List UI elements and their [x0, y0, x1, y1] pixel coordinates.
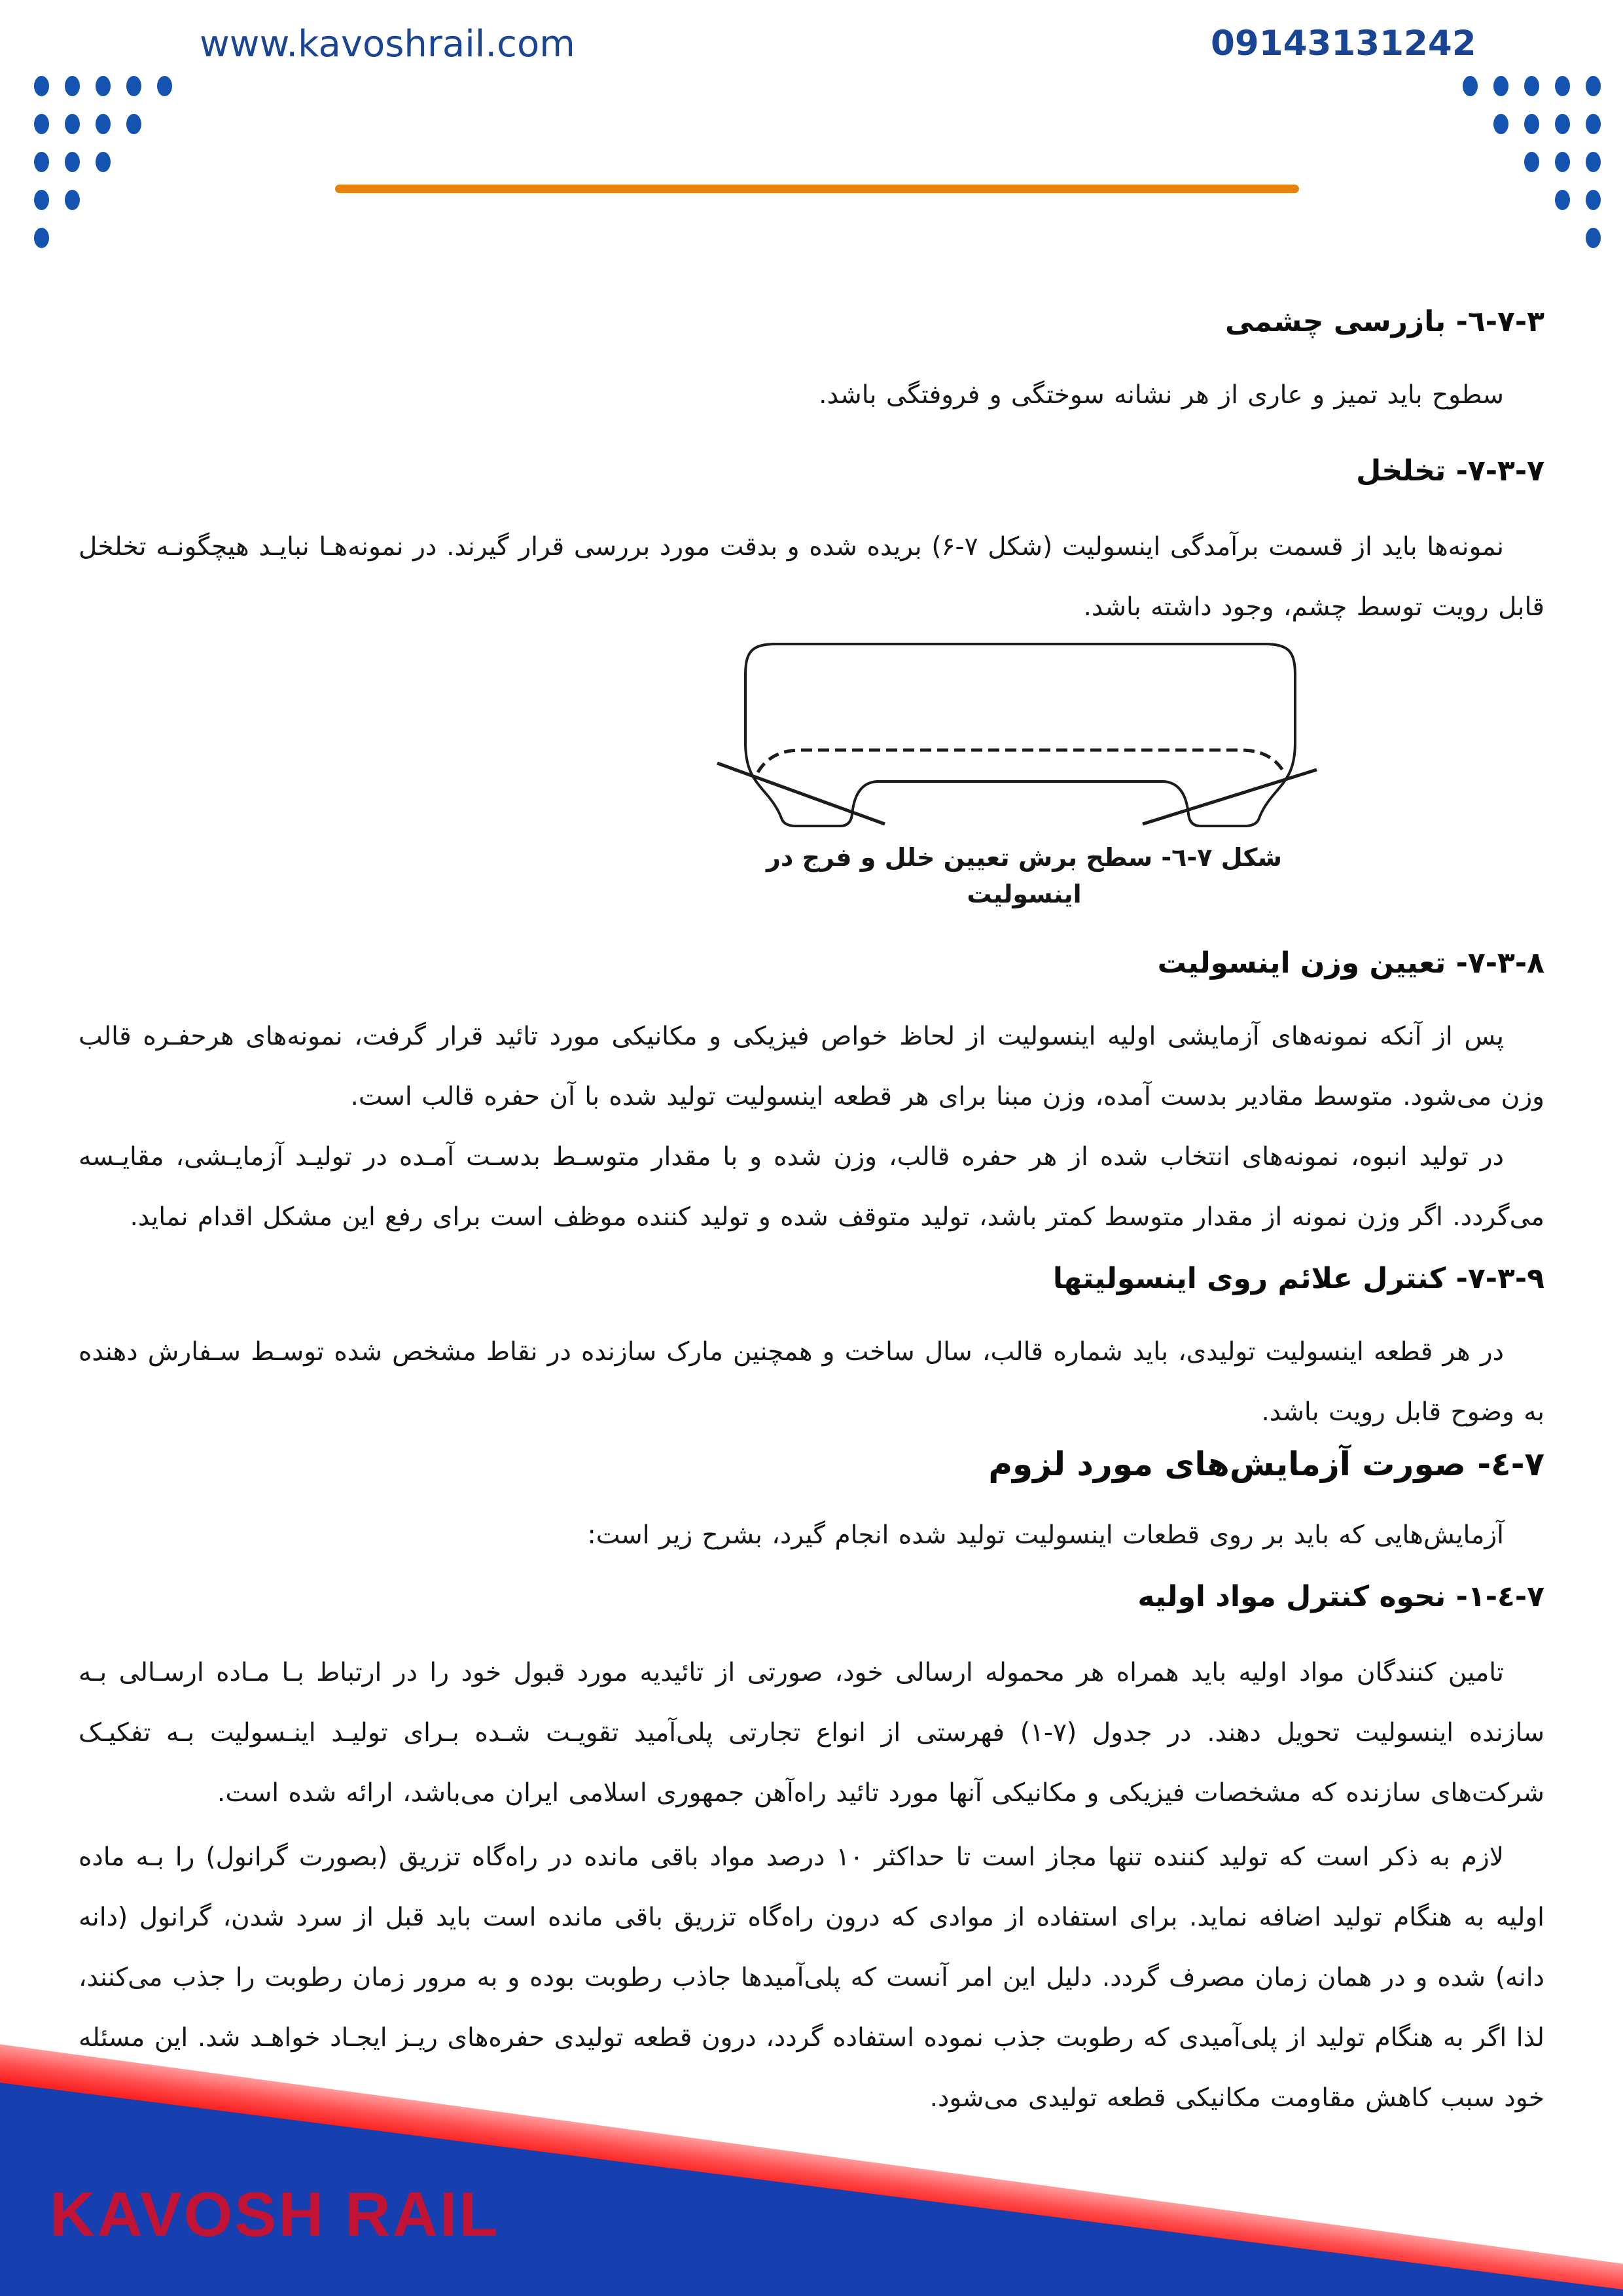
- dot: [96, 76, 111, 96]
- dot: [96, 152, 111, 172]
- figure-7-6: [713, 637, 1335, 912]
- dot-row: [1463, 76, 1601, 96]
- dot: [1586, 228, 1601, 248]
- dot: [1555, 114, 1570, 134]
- dot: [1524, 152, 1539, 172]
- dot: [1586, 114, 1601, 134]
- dot: [1586, 152, 1601, 172]
- left-section-mark: [717, 763, 885, 824]
- heading-7-3-7: ۷-۳-۷- تخلخل: [1356, 454, 1544, 488]
- dot: [65, 114, 80, 134]
- dot-row: [34, 190, 80, 210]
- dot: [34, 114, 49, 134]
- heading-7-3-8: ۷-۳-۸- تعیین وزن اینسولیت: [1157, 946, 1544, 980]
- heading-7-4-1: ۷-٤-۱- نحوه کنترل مواد اولیه: [1137, 1580, 1544, 1613]
- dot: [1524, 76, 1539, 96]
- dot: [34, 190, 49, 210]
- dot-row: [34, 152, 111, 172]
- dot: [1586, 76, 1601, 96]
- heading-7-3-6: ۷-۳-٦- بازرسی چشمی: [1225, 305, 1544, 338]
- dot-row: [1586, 228, 1601, 248]
- para-7-3-8-2: در تولید انبوه، نمونه‌های انتخاب شده از هر حفره قالب، وزن شده و با مقدار متوسـط بدسـت آمـده در تولیـد آزمایـشی، مقایـسه می‌گردد. اگر وزن نمونه از مقدار متوسط کمتر باشد، تولید متوقف شده و تولید کننده موظف است برای رفع این مشکل اقدام نماید.: [79, 1142, 1544, 1232]
- dot: [65, 76, 80, 96]
- dot: [34, 152, 49, 172]
- dot: [1493, 76, 1508, 96]
- dot: [1555, 190, 1570, 210]
- para-7-3-7: نمونه‌ها باید از قسمت برآمدگی اینسولیت (شکل ۷-۶) بریده شده و بدقت مورد بررسی قرار گیرند. در نمونه‌هـا نبایـد هیچگونـه تخلخل قابل رویت توسط چشم، وجود داشته باشد.: [79, 532, 1544, 622]
- decor-dots-right: [1463, 76, 1601, 248]
- insulator-cross-section-drawing: [713, 637, 1335, 834]
- brand-wordmark: KAVOSH RAIL: [50, 2179, 500, 2250]
- phone-number: 09143131242: [1211, 24, 1476, 63]
- para-7-3-6: سطوح باید تمیز و عاری از هر نشانه سوختگی و فروفتگی باشد.: [819, 380, 1504, 410]
- dot: [1524, 114, 1539, 134]
- decor-dots-left: [34, 76, 172, 248]
- para-7-3-9: در هر قطعه اینسولیت تولیدی، باید شماره قالب، سال ساخت و همچنین مارک سازنده در نقاط مشخص شده توسـط سـفارش دهنده به وضوح قابل رویت باشد.: [79, 1337, 1544, 1427]
- dot-row: [34, 76, 172, 96]
- right-section-mark: [1143, 770, 1317, 824]
- dot-row: [34, 114, 141, 134]
- dot-row: [34, 228, 49, 248]
- dot: [126, 76, 141, 96]
- para-7-4-1-1: تامین کنندگان مواد اولیه باید همراه هر محموله ارسالی خود، صورتی از تائیدیه مورد قبول خود را در ارتباط بـا مـاده ارسـالی بـه سازنده اینسولیت تحویل دهند. در جدول (۷-۱) فهرستی از انواع تجارتی پلی‌آمید تقویـت شـده بـرای تولیـد اینـسولیت بـه تفکیـک شرکت‌های سازنده که مشخصات فیزیکی و مکانیکی آنها مورد تائید راه‌آهن جمهوری اسلامی ایران می‌باشد، ارائه شده است.: [79, 1658, 1544, 1808]
- dot: [157, 76, 172, 96]
- dot: [126, 114, 141, 134]
- heading-7-4: ۷-٤- صورت آزمایش‌های مورد لزوم: [988, 1445, 1544, 1483]
- website-url: www.kavoshrail.com: [200, 23, 575, 65]
- dot: [1493, 114, 1508, 134]
- dot: [65, 190, 80, 210]
- dot-row: [1493, 114, 1601, 134]
- dot: [34, 228, 49, 248]
- dot: [1586, 190, 1601, 210]
- dot-row: [1555, 190, 1601, 210]
- orange-divider: [335, 185, 1299, 193]
- cut-plane-dashed-line: [758, 750, 1284, 772]
- para-7-3-8-1: پس از آنکه نمونه‌های آزمایشی اولیه اینسولیت از لحاظ خواص فیزیکی و مکانیکی مورد تائید قرار گرفت، نمونه‌های هرحفـره قالب وزن می‌شود. متوسط مقادیر بدست آمده، وزن مبنا برای هر قطعه اینسولیت تولید شده با آن حفره قالب است.: [79, 1022, 1544, 1111]
- dot: [34, 76, 49, 96]
- insulator-outline: [745, 644, 1295, 826]
- dot: [96, 114, 111, 134]
- dot: [1555, 76, 1570, 96]
- figure-caption: شکل ۷-٦- سطح برش تعیین خلل و فرج در اینسولیت: [766, 843, 1282, 908]
- document-body: [79, 288, 1544, 2128]
- heading-7-3-9: ۷-۳-۹- کنترل علائم روی اینسولیتها: [1052, 1262, 1544, 1295]
- para-7-4-intro: آزمایش‌هایی که باید بر روی قطعات اینسولیت تولید شده انجام گیرد، بشرح زیر است:: [587, 1520, 1504, 1550]
- para-7-4-1-2: لازم به ذکر است که تولید کننده تنها مجاز است تا حداکثر ۱۰ درصد مواد باقی مانده در راه‌گاه تزریق (بصورت گرانول) را بـه ماده اولیه به هنگام تولید اضافه نماید. برای استفاده از موادی که درون راه‌گاه تزریق باقی مانده است باید قبل از سرد شدن، گرانول (دانه دانه) شده و در همان زمان مصرف گردد. دلیل این امر آنست که پلی‌آمیدها جاذب رطوبت بوده و به مرور زمان رطوبت را جذب می‌کنند، لذا اگر به هنگام تولید از پلی‌آمیدی که رطوبت جذب نموده استفاده گردد، درون قطعه تولیدی حفره‌های ریـز ایجـاد خواهـد شد. این مسئله خود سبب کاهش مقاومت مکانیکی قطعه تولیدی می‌شود.: [79, 1842, 1544, 2113]
- dot: [1463, 76, 1478, 96]
- dot-row: [1524, 152, 1601, 172]
- dot: [65, 152, 80, 172]
- dot: [1555, 152, 1570, 172]
